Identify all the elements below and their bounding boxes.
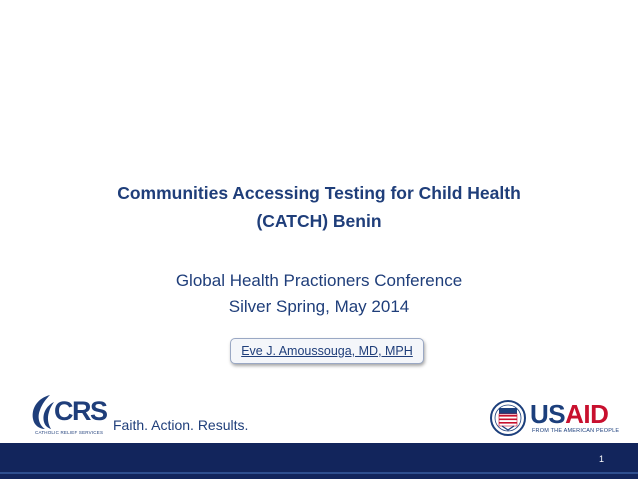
usaid-logo bbox=[490, 398, 620, 442]
crs-full-name: CATHOLIC RELIEF SERVICES bbox=[35, 430, 104, 435]
usaid-subtitle: FROM THE AMERICAN PEOPLE bbox=[532, 428, 620, 434]
footer-divider bbox=[0, 472, 638, 474]
crs-letters: CRS bbox=[54, 396, 107, 426]
crs-tagline: Faith. Action. Results. bbox=[113, 417, 249, 433]
title-line-2: (CATCH) Benin bbox=[256, 211, 382, 231]
title-line-1: Communities Accessing Testing for Child Health bbox=[117, 183, 521, 203]
presenter-box bbox=[230, 338, 424, 364]
slide-title bbox=[60, 179, 578, 235]
usaid-us: US bbox=[530, 399, 566, 429]
crs-logo bbox=[28, 392, 258, 442]
page-number: 1 bbox=[598, 454, 604, 464]
subtitle-line-1: Global Health Practioners Conference bbox=[175, 271, 463, 290]
slide-subtitle bbox=[60, 268, 578, 320]
subtitle-line-2: Silver Spring, May 2014 bbox=[228, 297, 410, 316]
usaid-aid: AID bbox=[565, 399, 609, 429]
usaid-wordmark bbox=[530, 399, 608, 430]
presenter-name: Eve J. Amoussouga, MD, MPH bbox=[241, 344, 413, 358]
usaid-seal-icon bbox=[490, 398, 526, 438]
